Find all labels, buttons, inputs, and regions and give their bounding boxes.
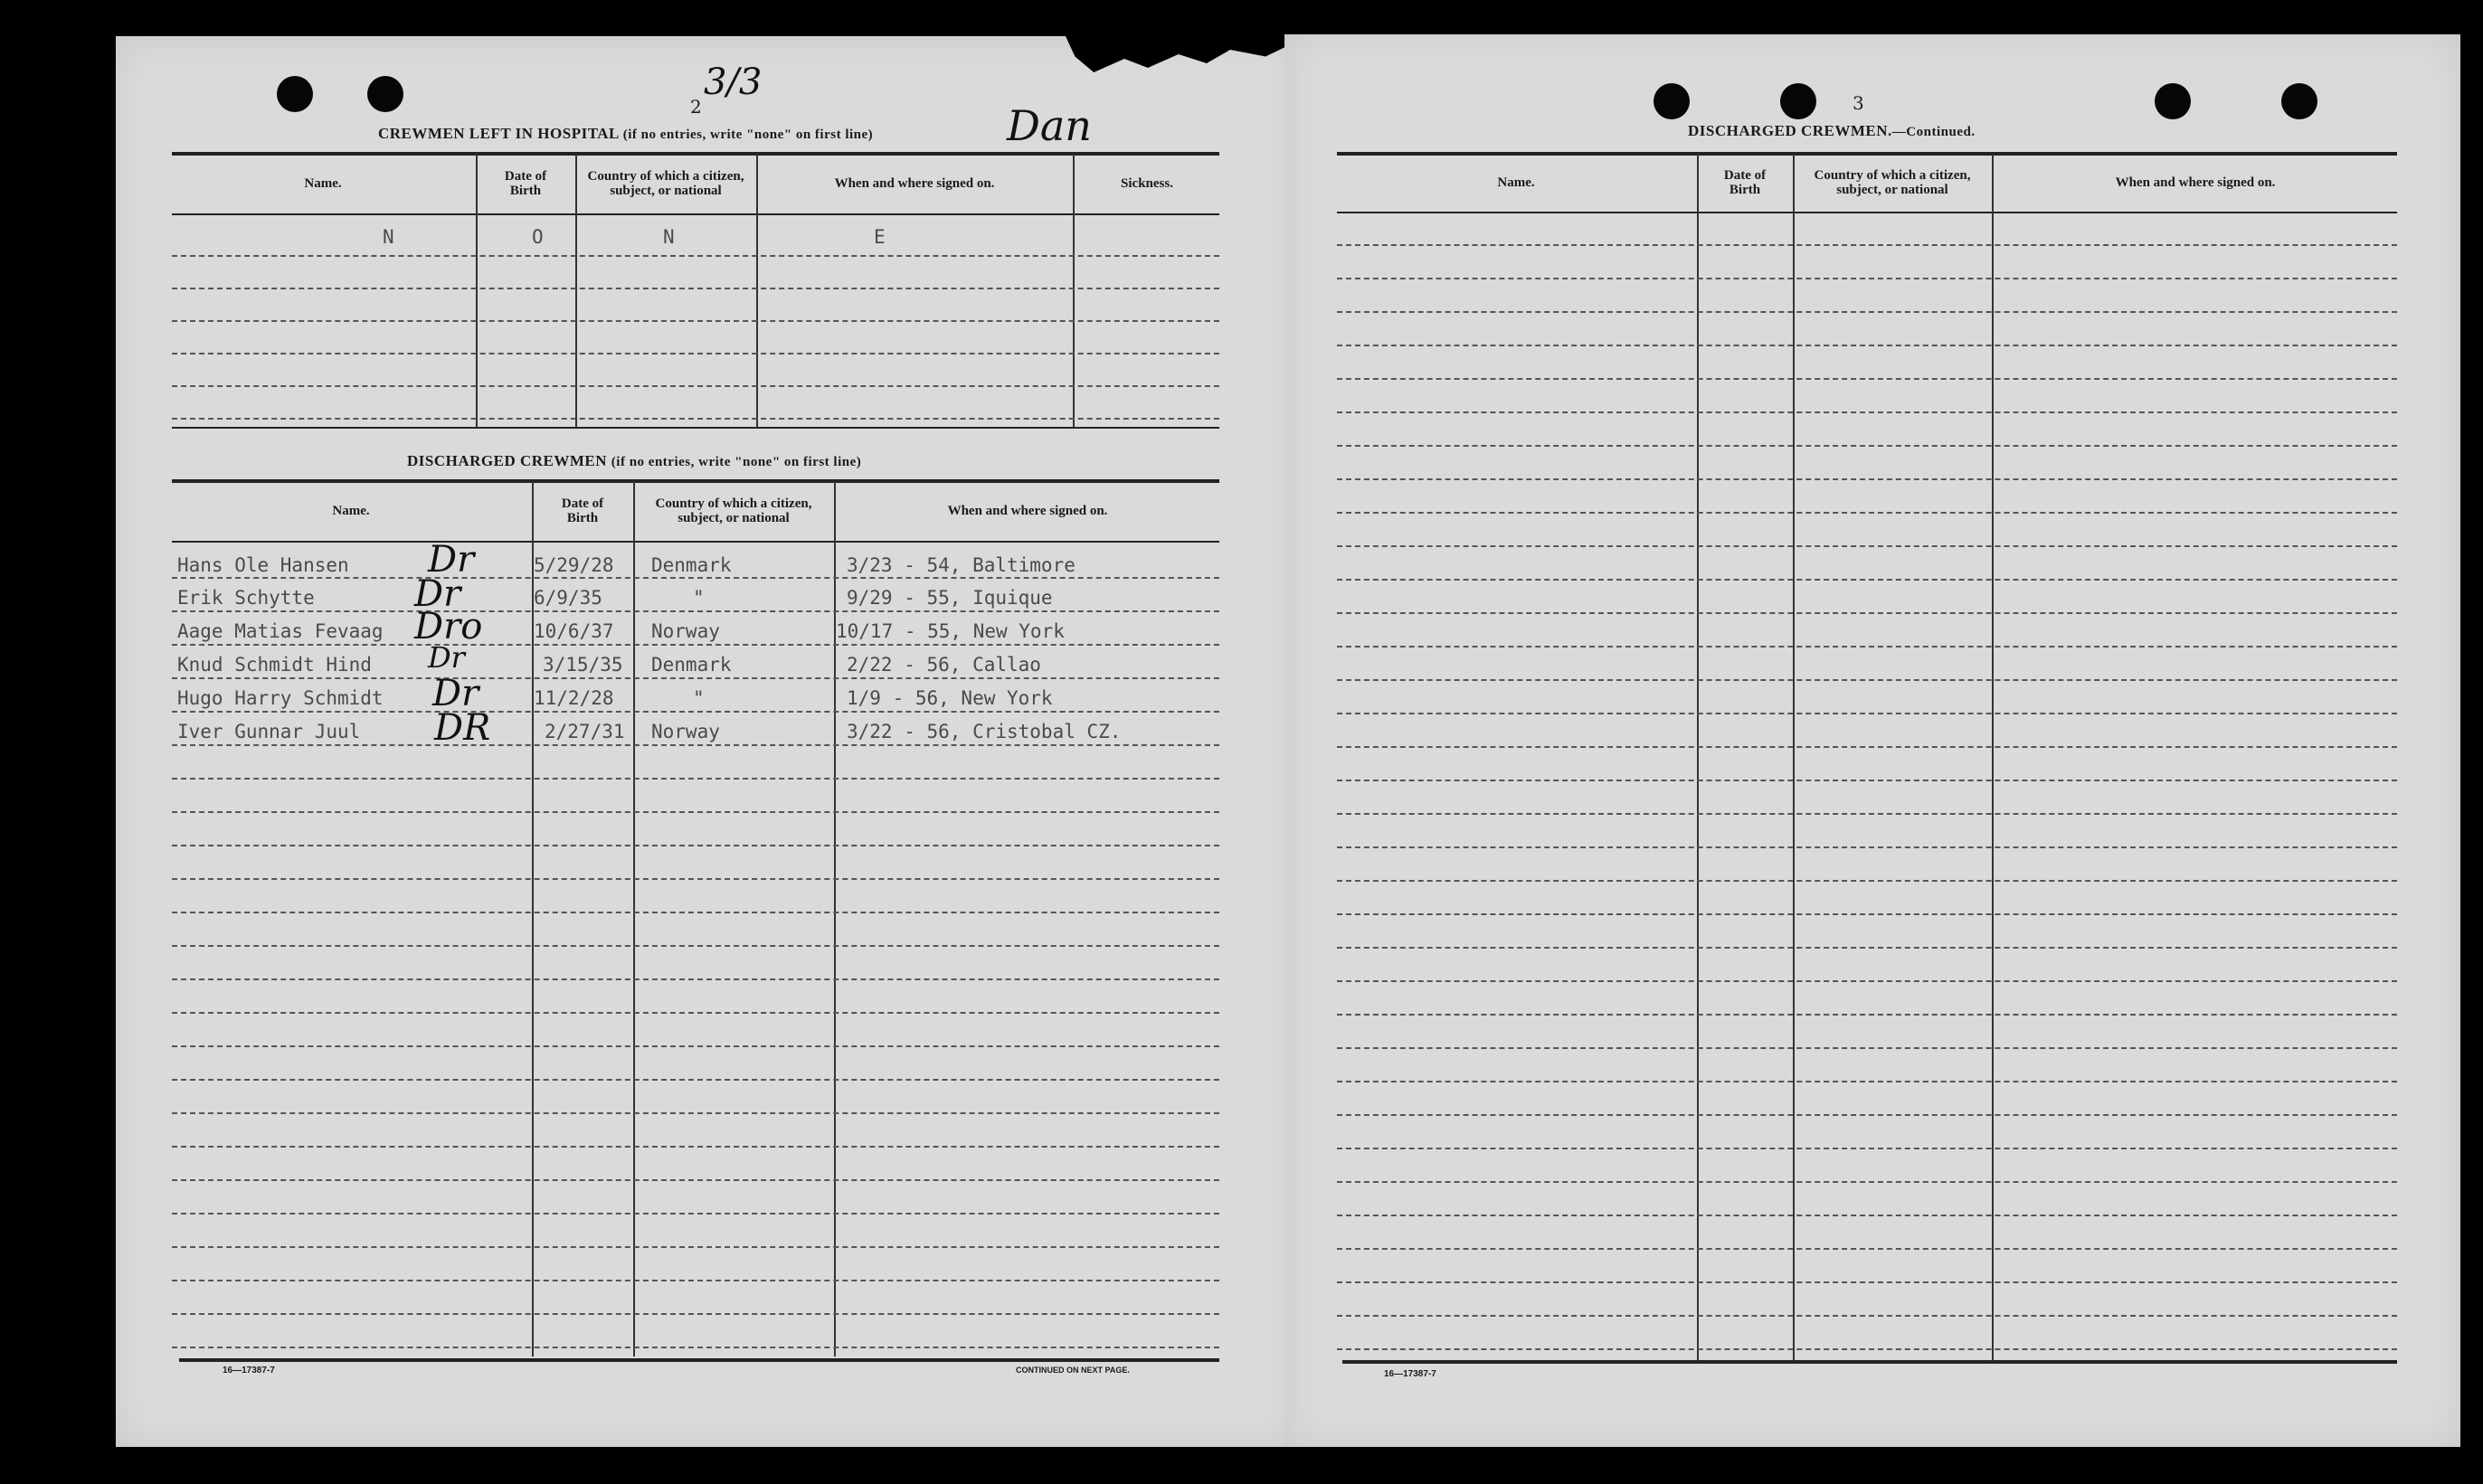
handwritten-mark: Dr: [432, 673, 479, 714]
ruled-line: [172, 1045, 1219, 1047]
left-form-page: [116, 36, 1299, 1447]
ruled-line: [172, 1012, 1219, 1014]
ruled-line: [1337, 846, 2397, 848]
ruled-line: [172, 1280, 1219, 1281]
ruled-line: [1337, 1248, 2397, 1250]
ruled-line: [1337, 1215, 2397, 1216]
ruled-line: [1337, 713, 2397, 714]
handwritten-mark: Dr: [414, 573, 461, 615]
right-form-page: [1284, 34, 2460, 1447]
punch-hole: [2155, 83, 2191, 119]
ruled-line: [1337, 378, 2397, 380]
none-letter: E: [874, 226, 886, 248]
crew-dob: 6/9/35: [534, 587, 602, 609]
crew-signed: 2/22 - 56, Callao: [847, 654, 1041, 676]
ruled-line: [172, 1146, 1219, 1148]
ruled-line: [172, 845, 1219, 846]
punch-hole: [1780, 83, 1816, 119]
discharged-col-signed: When and where signed on.: [947, 504, 1108, 518]
ruled-line: [1337, 445, 2397, 447]
discharged-col-country: Country of which a citizen, subject, or national: [655, 496, 812, 525]
handwritten-date: 3/3: [704, 61, 763, 103]
ruled-line: [172, 577, 1219, 579]
ruled-line: [1337, 1148, 2397, 1149]
crew-country: Norway: [651, 620, 720, 642]
ruled-line: [172, 878, 1219, 880]
ruled-line: [1337, 780, 2397, 781]
punch-hole: [367, 76, 403, 112]
ruled-line: [1337, 813, 2397, 815]
crew-dob: 3/15/35: [543, 654, 623, 676]
crew-dob: 11/2/28: [534, 687, 614, 709]
none-letter: N: [383, 226, 394, 248]
ruled-line: [172, 912, 1219, 913]
hospital-title-text: CREWMEN LEFT IN HOSPITAL: [378, 125, 619, 142]
crew-signed: 9/29 - 55, Iquique: [847, 587, 1053, 609]
crew-signed: 3/23 - 54, Baltimore: [847, 554, 1076, 576]
none-letter: N: [663, 226, 675, 248]
ruled-line: [172, 744, 1219, 746]
hospital-col-dob: Date of Birth: [504, 169, 547, 198]
ruled-line: [172, 1179, 1219, 1181]
crew-signed: 3/22 - 56, Cristobal CZ.: [847, 721, 1122, 742]
ruled-line: [1337, 244, 2397, 246]
ruled-line: [1337, 1047, 2397, 1049]
ruled-line: [172, 1112, 1219, 1114]
right-col-name: Name.: [1497, 175, 1535, 190]
ruled-line: [1337, 1014, 2397, 1016]
discharged-col-name: Name.: [332, 504, 370, 518]
ruled-line: [172, 1313, 1219, 1315]
right-title-text: DISCHARGED CREWMEN.: [1688, 122, 1892, 139]
handwritten-mark: Dr: [428, 539, 475, 581]
discharged-instruction: (if no entries, write "none" on first line): [611, 455, 862, 469]
ruled-line: [172, 1213, 1219, 1215]
ruled-line: [1337, 545, 2397, 547]
right-col-dob: Date of Birth: [1723, 168, 1767, 197]
ruled-line: [172, 644, 1219, 646]
ruled-line: [1337, 411, 2397, 413]
ruled-line: [1337, 345, 2397, 346]
right-title-suffix: —Continued.: [1891, 125, 1976, 139]
right-section-title: [1688, 122, 1976, 140]
discharged-section-title: [407, 452, 861, 470]
ruled-line: [172, 945, 1219, 947]
crew-name: Erik Schytte: [177, 587, 315, 609]
ruled-line: [1337, 612, 2397, 614]
ruled-line: [172, 978, 1219, 980]
ruled-line: [172, 1347, 1219, 1348]
ruled-line: [1337, 1081, 2397, 1082]
ruled-line: [1337, 679, 2397, 681]
crew-country: ": [693, 587, 705, 609]
ruled-line: [1337, 278, 2397, 279]
right-col-signed: When and where signed on.: [2115, 175, 2276, 190]
ruled-line: [172, 610, 1219, 612]
ruled-line: [1337, 980, 2397, 982]
none-letter: O: [532, 226, 544, 248]
crew-name: Knud Schmidt Hind: [177, 654, 372, 676]
punch-hole: [277, 76, 313, 112]
ruled-line: [172, 711, 1219, 713]
hospital-section-title: [378, 125, 873, 143]
handwritten-mark: DR: [434, 707, 491, 749]
hospital-col-sickness: Sickness.: [1121, 176, 1173, 191]
ruled-line: [172, 1246, 1219, 1248]
ruled-line: [1337, 746, 2397, 748]
ruled-line: [1337, 1315, 2397, 1317]
ruled-line: [172, 778, 1219, 780]
right-col-country: Country of which a citizen, subject, or national: [1814, 168, 1971, 197]
ruled-line: [1337, 1348, 2397, 1350]
crew-country: Denmark: [651, 654, 732, 676]
ruled-line: [1337, 512, 2397, 514]
hospital-instruction: (if no entries, write "none" on first line): [622, 128, 874, 142]
ruled-line: [1337, 947, 2397, 949]
hospital-col-signed: When and where signed on.: [834, 176, 995, 191]
punch-hole: [1654, 83, 1690, 119]
crew-signed: 10/17 - 55, New York: [836, 620, 1065, 642]
crew-name: Hugo Harry Schmidt: [177, 687, 384, 709]
torn-edge: [1066, 36, 1301, 81]
ruled-line: [1337, 1114, 2397, 1116]
hospital-col-name: Name.: [304, 176, 342, 191]
ruled-line: [1337, 311, 2397, 313]
form-number: 16—17387-7: [1384, 1369, 1436, 1379]
handwritten-mark: Dro: [414, 606, 483, 647]
crew-dob: 10/6/37: [534, 620, 614, 642]
crew-name: Iver Gunnar Juul: [177, 721, 361, 742]
hospital-col-country: Country of which a citizen, subject, or national: [587, 169, 744, 198]
page-number: 3: [1853, 92, 1864, 114]
crew-country: Norway: [651, 721, 720, 742]
page-number: 2: [690, 96, 702, 118]
ruled-line: [172, 1079, 1219, 1081]
continued-note: CONTINUED ON NEXT PAGE.: [1016, 1366, 1130, 1375]
ruled-line: [1337, 1281, 2397, 1283]
crew-name: Hans Ole Hansen: [177, 554, 349, 576]
ruled-line: [172, 811, 1219, 813]
ruled-line: [1337, 880, 2397, 882]
ruled-line: [1337, 646, 2397, 647]
crew-country: Denmark: [651, 554, 732, 576]
ruled-line: [172, 677, 1219, 679]
handwritten-name: Dan: [1007, 101, 1092, 150]
ruled-line: [1337, 478, 2397, 480]
crew-name: Aage Matias Fevaag: [177, 620, 384, 642]
discharged-title-text: DISCHARGED CREWMEN: [407, 452, 608, 469]
handwritten-mark: Dr: [428, 640, 465, 675]
ruled-line: [1337, 913, 2397, 915]
crew-signed: 1/9 - 56, New York: [847, 687, 1053, 709]
crew-dob: 2/27/31: [545, 721, 625, 742]
ruled-line: [1337, 579, 2397, 581]
form-number: 16—17387-7: [223, 1366, 275, 1375]
ruled-line: [1337, 1181, 2397, 1183]
crew-dob: 5/29/28: [534, 554, 614, 576]
discharged-col-dob: Date of Birth: [561, 496, 604, 525]
punch-hole: [2281, 83, 2317, 119]
crew-country: ": [693, 687, 705, 709]
